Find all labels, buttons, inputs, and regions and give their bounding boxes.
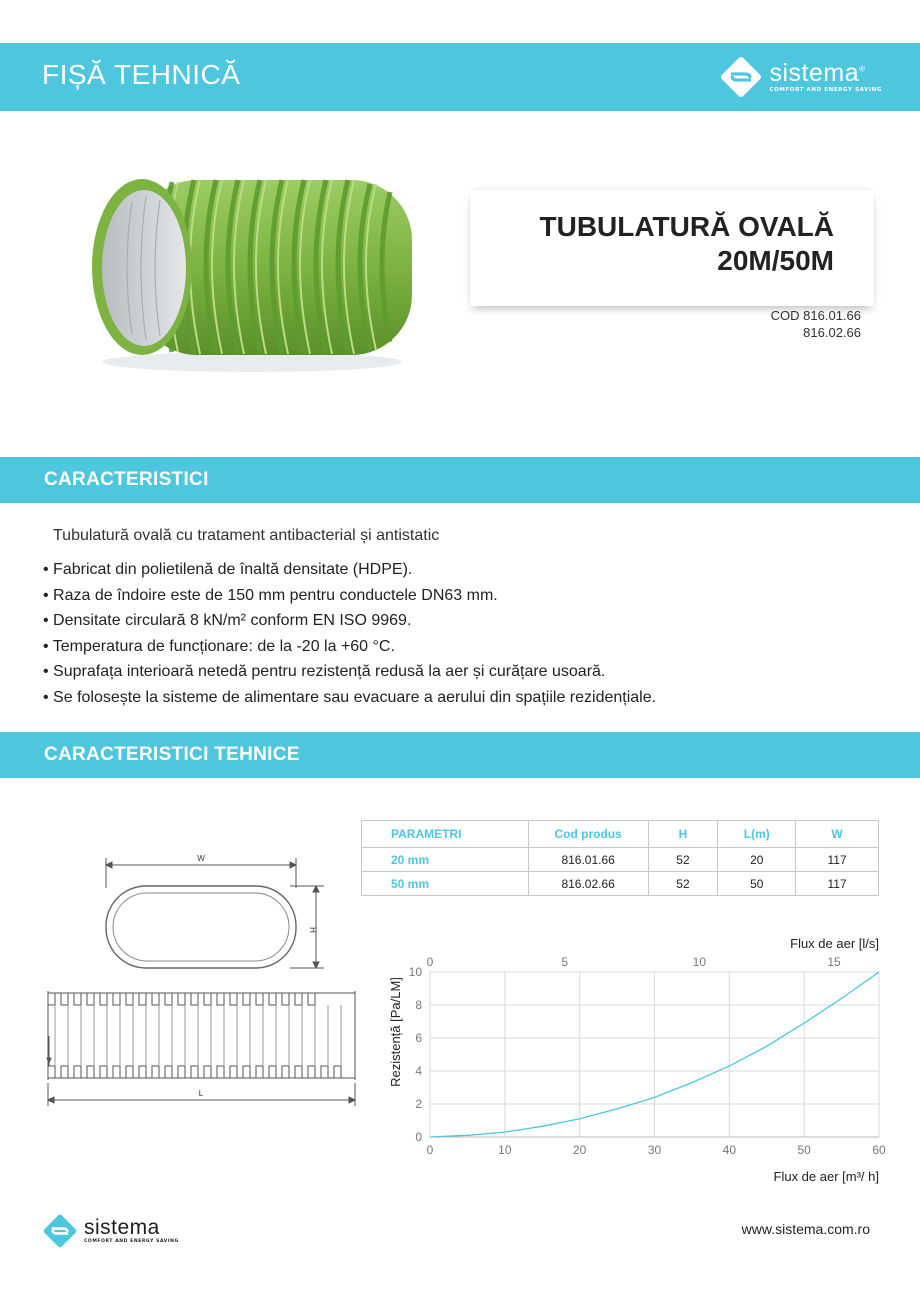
feature-item: • Suprafața interioară netedă pentru rezistență redusă la aer și curățare usoară. <box>43 662 656 688</box>
section-band-technical <box>0 732 920 778</box>
chart-y-tick-label: 2 <box>415 1097 422 1111</box>
chart-x-tick-label: 50 <box>797 1143 811 1157</box>
table-cell: 52 <box>648 848 718 872</box>
section-title: CARACTERISTICI TEHNICE <box>44 744 300 765</box>
page-title: FIȘĂ TEHNICĂ <box>42 59 241 90</box>
sistema-logo-icon <box>42 1213 78 1249</box>
section-band-characteristics <box>0 457 920 503</box>
product-title-line2: 20M/50M <box>717 245 834 276</box>
footer-logo-tagline: COMFORT AND ENERGY SAVING <box>84 1239 179 1245</box>
chart-x-axis-label: Flux de aer [m³/ h] <box>773 1169 879 1184</box>
feature-item: • Raza de îndoire este de 150 mm pentru conductele DN63 mm. <box>43 586 656 612</box>
logo-registered: ® <box>859 64 866 74</box>
table-cell: 117 <box>796 848 879 872</box>
duct-dimension-diagram <box>40 848 370 1108</box>
table-header: Cod produs <box>528 821 648 848</box>
feature-item: • Se folosește la sisteme de alimentare sau evacuare a aerului din spațiile rezidențiale. <box>43 688 656 714</box>
feature-item: • Densitate circulară 8 kN/m² conform EN ISO 9969. <box>43 611 656 637</box>
footer-logo[interactable] <box>42 1213 179 1249</box>
table-cell: 816.02.66 <box>528 872 648 896</box>
product-title-card <box>470 190 874 306</box>
chart-top-tick-label: 10 <box>692 955 707 969</box>
chart-y-axis-label: Rezistență [Pa/LM] <box>388 977 403 1087</box>
intro-text: Tubulatură ovală cu tratament antibacterial și antistatic <box>53 527 440 544</box>
table-header: L(m) <box>718 821 796 848</box>
table-header: H <box>648 821 718 848</box>
chart-x-tick-label: 30 <box>647 1143 662 1157</box>
chart-grid <box>430 972 879 1137</box>
chart-top-tick-label: 15 <box>827 955 841 969</box>
chart-top-tick-label: 0 <box>426 955 434 969</box>
table-cell: 20 <box>718 848 796 872</box>
oval-duct-image <box>82 162 422 377</box>
product-codes <box>771 307 861 341</box>
table-header-row <box>362 821 879 848</box>
table-row <box>362 848 879 872</box>
chart-x-tick-label: 20 <box>572 1143 587 1157</box>
chart-x-tick-label: 0 <box>426 1143 434 1157</box>
table-cell: 52 <box>648 872 718 896</box>
table-header: W <box>796 821 879 848</box>
spec-table <box>361 820 879 896</box>
dim-label-h: H <box>308 927 317 933</box>
chart-x-tick-label: 60 <box>872 1143 886 1157</box>
product-code-line2: 816.02.66 <box>803 325 861 340</box>
chart-y-tick-label: 8 <box>415 998 422 1012</box>
chart-y-tick-label: 4 <box>415 1064 422 1078</box>
chart-y-tick-label: 0 <box>415 1130 422 1144</box>
table-cell: 50 mm <box>362 872 529 896</box>
feature-item: • Fabricat din polietilenă de înaltă densitate (HDPE). <box>43 560 656 586</box>
logo-tagline: COMFORT AND ENERGY SAVING <box>769 86 882 93</box>
feature-list <box>43 560 656 713</box>
chart-y-tick-label: 10 <box>408 965 422 979</box>
table-cell: 816.01.66 <box>528 848 648 872</box>
chart-top-axis-label: Flux de aer [l/s] <box>790 936 879 951</box>
sistema-logo-icon <box>719 55 763 99</box>
table-cell: 20 mm <box>362 848 529 872</box>
section-title: CARACTERISTICI <box>44 469 209 490</box>
feature-item: • Temperatura de funcționare: de la -20 la +60 °C. <box>43 637 656 663</box>
logo-name: sistema <box>769 58 860 87</box>
table-cell: 50 <box>718 872 796 896</box>
chart-x-tick-label: 10 <box>498 1143 512 1157</box>
resistance-chart <box>380 925 900 1195</box>
chart-top-tick-label: 5 <box>561 955 569 969</box>
website-link[interactable]: www.sistema.com.ro <box>741 1221 870 1237</box>
header-band <box>0 43 920 111</box>
dim-label-l: L <box>198 1089 204 1098</box>
dim-label-w: W <box>197 854 205 863</box>
table-header: PARAMETRI <box>362 821 529 848</box>
table-cell: 117 <box>796 872 879 896</box>
product-title-line1: TUBULATURĂ OVALĂ <box>539 211 834 242</box>
table-row <box>362 872 879 896</box>
brand-logo[interactable] <box>719 55 882 99</box>
product-code-line1: COD 816.01.66 <box>770 308 861 323</box>
chart-ticks <box>409 955 886 1157</box>
footer-logo-name: sistema <box>84 1216 160 1240</box>
chart-y-tick-label: 6 <box>415 1031 422 1045</box>
chart-x-tick-label: 40 <box>722 1143 737 1157</box>
